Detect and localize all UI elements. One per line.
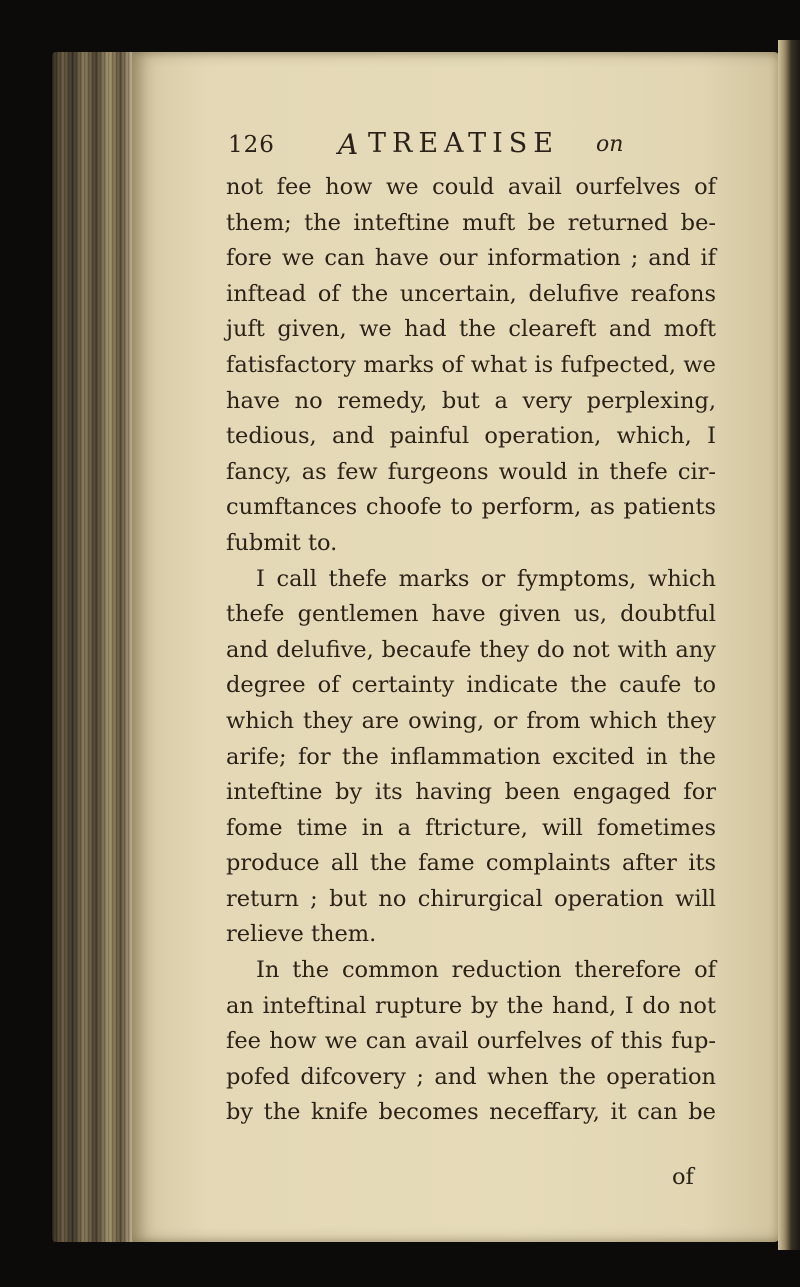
text-line: fubmit to. [226, 529, 338, 556]
text-line: In the common reduction therefore of [256, 957, 716, 984]
text-line: which they are owing, or from which they [226, 707, 716, 734]
page-number: 126 [228, 132, 275, 158]
text-line: have no remedy, but a very perplexing, [226, 387, 716, 414]
text-line: fome time in a ftricture, will fometimes [226, 814, 716, 841]
text-line: and delufive, becaufe they do not with any [226, 636, 716, 663]
text-line: fore we can have our information ; and if [226, 245, 716, 272]
text-line: fee how we can avail ourfelves of this fup- [226, 1028, 716, 1055]
running-head-article: A [338, 128, 359, 161]
text-line: cumftances choofe to perform, as patients [226, 494, 716, 521]
text-line: produce all the fame complaints after its [226, 850, 716, 877]
text-line: relieve them. [226, 921, 377, 948]
text-line: them; the inteftine muft be returned be- [226, 209, 716, 236]
text-line: inftead of the uncertain, delufive reafons [226, 280, 716, 307]
running-head-suffix: on [596, 132, 624, 157]
text-line: I call thefe marks or fymptoms, which [256, 565, 716, 592]
text-line: an inteftinal rupture by the hand, I do not [226, 992, 716, 1019]
text-line: tedious, and painful operation, which, I [226, 423, 716, 450]
text-line: return ; but no chirurgical operation will [226, 885, 716, 912]
text-line: fatisfactory marks of what is fufpected, we [226, 351, 716, 378]
text-line: juft given, we had the cleareft and moft [226, 316, 716, 343]
text-line: fancy, as few furgeons would in thefe cir- [226, 458, 716, 485]
text-line: by the knife becomes neceffary, it can be [226, 1099, 716, 1126]
text-line: arife; for the inflammation excited in the [226, 743, 716, 770]
body-text [226, 170, 716, 1131]
text-line: pofed difcovery ; and when the operation [226, 1063, 716, 1090]
text-line: not fee how we could avail ourfelves of [226, 174, 716, 200]
catchword: of [672, 1164, 694, 1190]
page-gutter-shadow [778, 40, 800, 1250]
running-head-title: TREATISE [368, 128, 559, 159]
text-line: degree of certainty indicate the caufe to [226, 672, 716, 699]
text-line: inteftine by its having been engaged for [226, 779, 716, 806]
running-head [228, 128, 648, 168]
text-line: thefe gentlemen have given us, doubtful [226, 601, 716, 628]
